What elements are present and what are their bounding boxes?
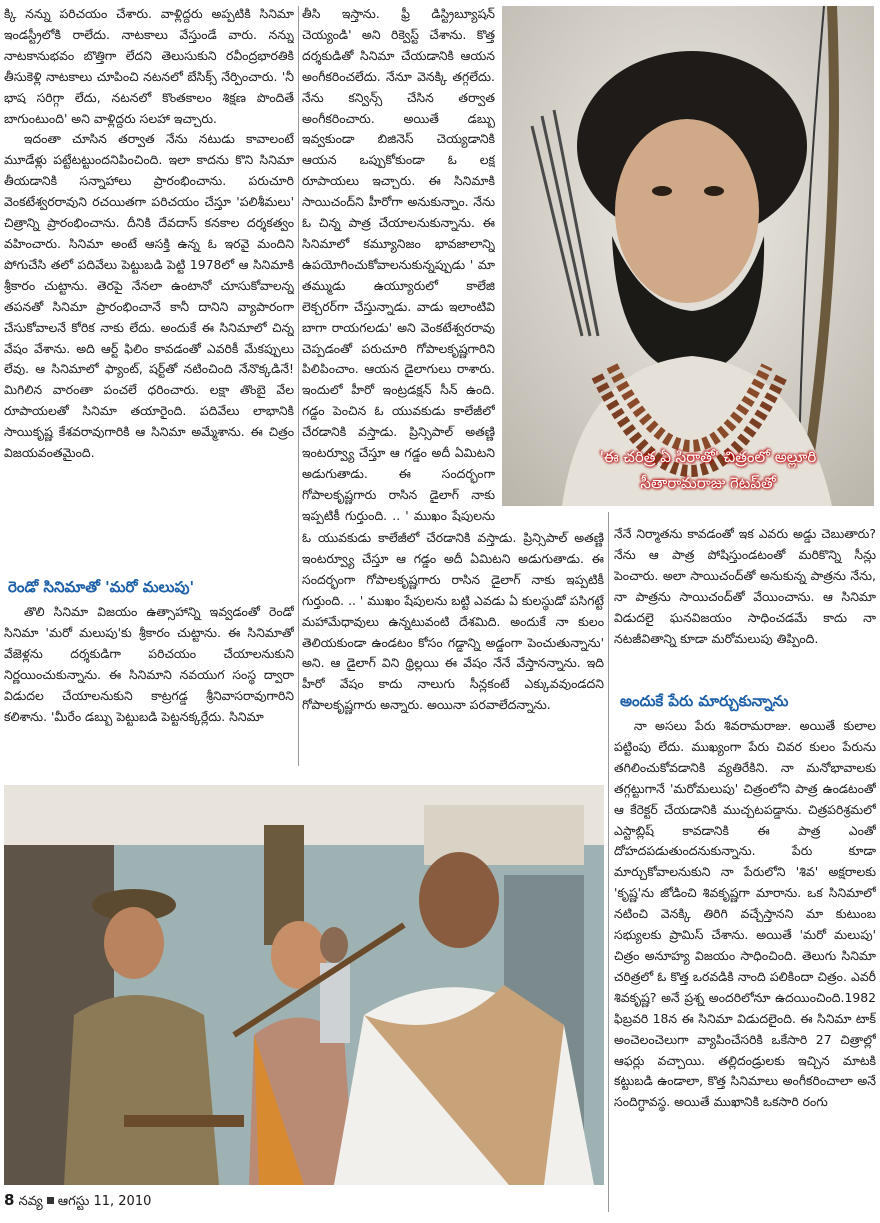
article-column-3-continued [614,716,876,1216]
col2-paragraph-1a: తీసి ఇస్తాను. ఫ్రీ డిస్ట్రిబ్యూషన్ చెయ్యండి' అని రిక్వెస్ట్ చేశాను. కొత్త దర్శకుడితో సినిమా చేయడానికి ఆయన అంగీకరించలేదు. నేనూ వెనక్కి తగ్గలేదు. నేను కన్విన్స్ చేసిన తర్వాత అంగీకరించారు. అయితే డబ్బు ఇవ్వకుండా బిజినెస్ చెయ్యడానికి ఆయన ఒప్పుకోకుండా ఓ లక్ష రూపాయలు ఇచ్చారు. ఈ సినిమాకి సాయిచంద్‌ని హీరోగా అనుకున్నాం. నేను ఓ చిన్న పాత్ర చేయాలనుకున్నాను. ఈ సినిమాలో కమ్యూనిజం భావజాలాన్ని ఉపయోగించుకోవాలనుకున్నప్పుడు ' మా తమ్ముడు ఉయ్యూరులో కాలేజి లెక్చరర్‌గా చేస్తున్నాడు. వాడు ఇలాంటివి బాగా రాయగలడు' అని వెంకటేశ్వరరావు చెప్పడంతో పరుచూరి గోపాలకృష్ణగారిని పిలిపించాం. ఆయన డైలాగులు రాశారు. ఇందులో హీరో ఇంట్రడక్షన్ సీన్ ఉంది. గడ్డం పెంచిన ఓ యువకుడు కాలేజీలో చేరడానికి వస్తాడు. ప్రిన్సిపాల్ అతణ్ణి ఇంటర్వ్యూ చేస్తూ ఆ గడ్డం అదీ ఏమిటని అడుగుతాడు. ఈ సందర్భంగా గోపాలకృష్ణగారు రాసిన డైలాగ్ నాకు ఇప్పటికీ గుర్తుంది. .. ' ముఖం షేపులను [302,6,495,523]
col3-paragraph-1: నేనే నిర్మాతను కావడంతో ఇక ఎవరు అడ్డు చెబుతారు? నేను ఆ పాత్ర పోషిస్తుండటంతో మరికొన్ని సీన్లు పెంచారు. అలా సాయిచంద్‌తో అనుకున్న పాత్రను నేను, నా పాత్రను సాయిచంద్‌తో వేయించాను. ఆ సినిమా విడుదలై ఘనవిజయం సాధించడమే కాదు నా నటజీవితాన్ని కూడా మరోమలుపు తిప్పింది. [614,526,876,646]
col1-paragraph-2: ఇదంతా చూసిన తర్వాత నేను నటుడు కావాలంటే మూడేళ్లు పట్టేటట్టుందనిపించింది. ఇలా కాదను కొని సినిమా తీయడానికి సన్నాహాలు ప్రారంభించాను. పరుచూరి వెంకటేశ్వరరావుని రచయితగా పరిచయం చేస్తూ 'పలిశీమలు' చిత్రాన్ని ప్రారంభించాను. దీనికి దేవదాస్ కనకాల దర్శకత్వం వహించారు. సినిమా అంటే ఆసక్తి ఉన్న ఓ ఇరవై మందిని పోగుచేసి తలో పదివేలు పెట్టుబడి పెట్టి 1978లో ఆ సినిమాకి శ్రీకారం చుట్టాను. తెరపై నేనలా ఉంటానో చూసుకోవాలన్న తపనతో సినిమా ప్రారంభించానే కానీ దానిని వ్యాపారంగా చేసుకోవాలనే కోరిక నాకు లేదు. అందుకే ఈ సినిమాలో చిన్న వేషం వేశాను. అది ఆర్ట్ ఫిలిం కావడంతో ఎవరికీ మేకప్పులు లేవు. ఆ సినిమాలో ఫ్యాంట్, షర్ట్‌తో నటించింది నేనొక్కడినే! మిగిలిన వారంతా పంచలే ధరించారు. లక్షా తొంబై వేల రూపాయలతో సినిమా తయారైంది. పదివేలు లాభానికి సాయికృష్ణ కేశవరావుగారికి ఆ సినిమా అమ్మేశాను. ఈ చిత్రం విజయవంతమైంది. [4,131,294,461]
page-number: 8 [4,1191,15,1209]
photo-alluri-getup [502,6,874,506]
col1-paragraph-3: తొలి సినిమా విజయం ఉత్సాహాన్ని ఇవ్వడంతో రెండో సినిమా 'మరో మలుపు'కు శ్రీకారం చుట్టాను. ఈ సినిమాతో వేజెళ్లను దర్శకుడిగా పరిచయం చేయాలనుకుని నిర్ణయించుకున్నాను. ఈ సినిమాని నవయుగ సంస్థ ద్వారా విడుదల చేయాలనుకుని కాట్రగడ్డ శ్రీనివాసరావుగారిని కలిశాను. 'మీరేం డబ్బు పెట్టుబడి పెట్టనక్కర్లేదు. సినిమా [4,604,294,724]
portrait-illustration [502,6,874,506]
photo-maro-malupu-scene [4,785,604,1185]
page-footer [4,1190,151,1212]
col1-paragraph-1: క్కి నన్ను పరిచయం చేశారు. వాళ్లిద్దరు అప్పటికి సినిమా ఇండస్ట్రీలోకి రాలేదు. నాటకాలు వేస్తుండే వారు. నన్ను నాటకానుభవం బొత్తిగా లేదని తెలుసుకుని రవీంద్రభారతికి తీసుకెళ్లి నాటకాలు చూపించి నటనలో బేసిక్స్ నేర్పించారు. 'నీ భాష సరిగ్గా లేదు, నటనలో కొంతకాలం శిక్షణ పొందితే బాగుంటుంది' అని వాళ్లిద్దరు సలహా ఇచ్చారు. [4,6,294,126]
article-column-1-continued [4,602,294,770]
article-column-2 [302,4,495,528]
issue-date: ఆగస్టు 11, 2010 [57,1194,152,1209]
column-divider-1 [298,6,299,766]
article-column-1 [4,4,294,574]
col2-paragraph-1b: ఓ యువకుడు కాలేజీలో చేరడానికి వస్తాడు. ప్రిన్సిపాల్ అతణ్ణి ఇంటర్వ్యూ చేస్తూ ఆ గడ్డం అదీ ఏమిటని అడుగుతాడు. ఈ సందర్భంగా గోపాలకృష్ణగారు రాసిన డైలాగ్ నాకు ఇప్పటికీ గుర్తుంది. .. ' ముఖం షేపులను బట్టి ఎవడు ఏ కులస్థుడో పసిగట్టే మహామేధావులు ఉన్నటువంటి దేశమిది. అందుకే నా కులం తెలియకుండా ఉండటం కోసం గడ్డాన్ని అడ్డంగా పెంచుతున్నాను' అని. ఆ డైలాగ్ విని థ్రిల్లయి ఈ వేషం నేనే వేస్తానన్నాను. ఇది హీరో వేషం కాదు నాలుగు సీన్లకంటే ఎక్కువవుండదని గోపాలకృష్ణగారు అన్నారు. అయినా పరవాలేదన్నాను. [302,530,604,713]
subhead-second-film: రెండో సినిమాతో 'మరో మలుపు' [8,578,195,596]
subhead-name-change: అందుకే పేరు మార్చుకున్నాను [620,692,789,710]
magazine-name: నవ్య [18,1194,43,1209]
column-divider-2 [608,512,609,1212]
col3-paragraph-2: నా అసలు పేరు శివరామరాజు. అయితే కులాల పట్టింపు లేదు. ముఖ్యంగా పేరు చివర కులం పేరును తగిలించుకోవడానికి వ్యతిరేకిని. నా మనోభావాలకు తగ్గట్టుగానే 'మరోమలుపు' చిత్రంలోని పాత్ర ఉండటంతో ఆ కేరెక్టర్ చేయడానికి ముచ్చటపడ్డాను. చిత్రపరిశ్రమలో ఎస్టాబ్లిష్ కావడానికి ఈ పాత్ర ఎంతో దోహదపడుతుందనుకున్నాను. పేరు కూడా మార్చుకోవాలనుకుని నా పేరులోని 'శివ' అక్షరాలకు 'కృష్ణ'ను జోడించి శివకృష్ణగా మారాను. ఒక సినిమాలో నటించి వెనక్కి తిరిగి వచ్చేస్తానని మా కుటుంబ సభ్యులకు ప్రామిస్ చేశాను. అయితే 'మరో మలుపు' చిత్రం అనూహ్య విజయం సాధించింది. తెలుగు సినిమా చరిత్రలో ఓ కొత్త ఒరవడికి నాంది పలికిందా చిత్రం. ఎవరీ శివకృష్ణ? అనే ప్రశ్న అందరిలోనూ ఉదయించింది.1982 ఫిబ్రవరి 18న ఈ సినిమా విడుదలైంది. ఈ సినిమా టాక్ అంచెలంచెలుగా వ్యాపించేసరికి ఒకేసారి 27 చిత్రాల్లో ఆఫర్లు వచ్చాయి. తల్లిదండ్రులకు ఇచ్చిన మాటకి కట్టుబడి ఉండాలా, కొత్త సినిమాలు అంగీకరించాలా అనే సందిగ్ధావస్థ. అయితే ముఖానికి ఒకసారి రంగు [614,718,876,1110]
scene-illustration [4,785,604,1185]
separator-square-icon [47,1197,54,1204]
article-column-3 [614,524,876,686]
photo-caption: 'ఈ చరిత్ర ఏ సిరాతో' చిత్రంలో అల్లూరి సీతారామరాజు గెటప్‌తో [599,448,817,492]
article-column-2-lower [302,528,604,768]
